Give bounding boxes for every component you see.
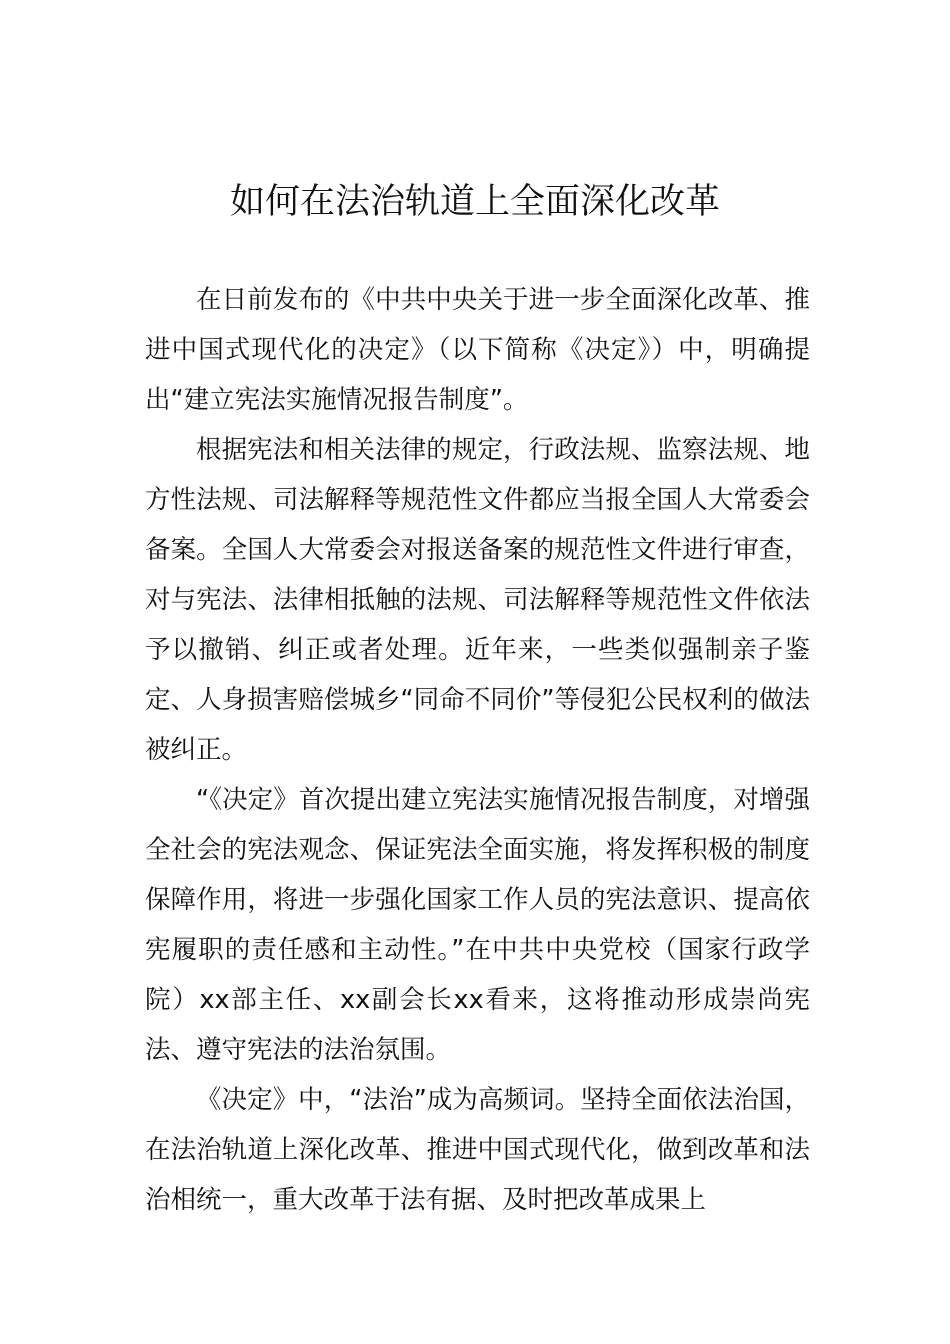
document-title: 如何在法治轨道上全面深化改革 (229, 182, 720, 222)
document-body (145, 275, 810, 1225)
paragraph-2: 根据宪法和相关法律的规定，行政法规、监察法规、地方性法规、司法解释等规范性文件都应当报全国人大常委会备案。全国人大常委会对报送备案的规范性文件进行审查，对与宪法、法律相抵触的法规、司法解释等规范性文件依法予以撤销、纠正或者处理。近年来，一些类似强制亲子鉴定、人身损害赔偿城乡“同命不同价”等侵犯公民权利的做法被纠正。 (145, 435, 810, 765)
paragraph-4: 《决定》中，“法治”成为高频词。坚持全面依法治国，在法治轨道上深化改革、推进中国式现代化，做到改革和法治相统一，重大改革于法有据、及时把改革成果上 (145, 1085, 810, 1215)
paragraph-1: 在日前发布的《中共中央关于进一步全面深化改革、推进中国式现代化的决定》（以下简称《决定》）中，明确提出“建立宪法实施情况报告制度”。 (145, 285, 810, 415)
paragraph-3: “《决定》首次提出建立宪法实施情况报告制度，对增强全社会的宪法观念、保证宪法全面实施，将发挥积极的制度保障作用，将进一步强化国家工作人员的宪法意识、提高依宪履职的责任感和主动性。”在中共中央党校（国家行政学院）xx部主任、xx副会长xx看来，这将推动形成崇尚宪法、遵守宪法的法治氛围。 (145, 785, 810, 1065)
